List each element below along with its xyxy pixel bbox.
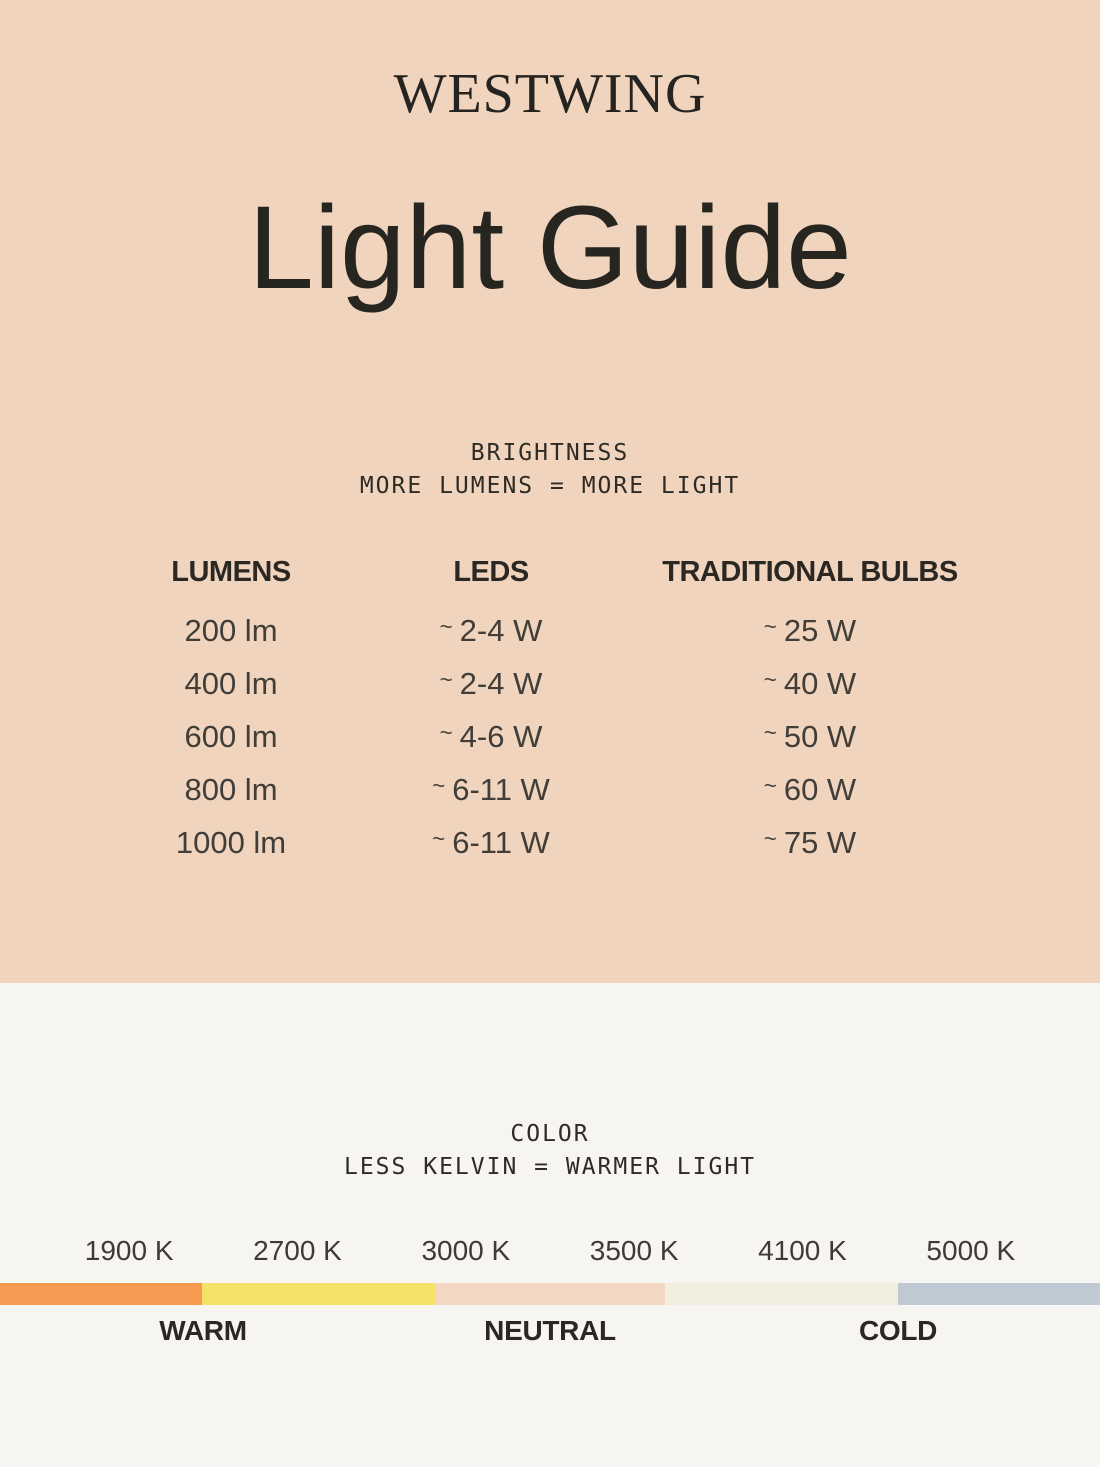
bulbs-value-text: 50 W [783,718,857,754]
leds-value-text: 2-4 W [459,665,543,701]
kelvin-label: 3000 K [421,1235,511,1266]
bulbs-value [630,613,990,649]
brightness-table [110,552,990,869]
approx-tilde: ~ [439,666,453,692]
column-header-traditional-bulbs: TRADITIONAL BULBS [662,555,958,588]
leds-value-text: 6-11 W [452,824,550,860]
leds-value-text: 6-11 W [452,771,550,807]
color-intro [0,1118,1100,1184]
scale-segment-neutral-peach [436,1283,666,1305]
bulbs-value-text: 75 W [783,824,857,860]
color-section [0,983,1100,1467]
leds-value [352,719,630,755]
scale-segment-cold-blue [898,1283,1100,1305]
approx-tilde: ~ [763,613,777,639]
lumens-value: 200 lm [184,612,278,648]
brightness-subheading: MORE LUMENS = MORE LIGHT [359,473,741,499]
temperature-label-warm: WARM [159,1315,247,1346]
scale-segment-warm-yellow [202,1283,435,1305]
color-temperature-scale [0,1283,1100,1305]
kelvin-label: 5000 K [926,1235,1016,1266]
temperature-label-neutral: NEUTRAL [484,1315,616,1346]
scale-segment-neutral-cream [665,1283,897,1305]
lumens-value: 600 lm [184,718,278,754]
bulbs-value [630,666,990,702]
kelvin-labels-row [0,1235,1100,1267]
table-row [110,763,990,816]
temperature-labels-row [0,1315,1100,1349]
page-title: Light Guide [248,182,852,314]
kelvin-label: 1900 K [84,1235,174,1266]
bulbs-value-text: 25 W [783,612,857,648]
kelvin-label: 3500 K [589,1235,679,1266]
lumens-value: 400 lm [184,665,278,701]
scale-segment-warm-orange [0,1283,202,1305]
leds-value [352,613,630,649]
table-row [110,657,990,710]
leds-value [352,772,630,808]
leds-value-text: 4-6 W [459,718,543,754]
approx-tilde: ~ [439,613,453,639]
approx-tilde: ~ [763,719,777,745]
table-row [110,604,990,657]
table-row [110,710,990,763]
approx-tilde: ~ [439,719,453,745]
kelvin-label: 2700 K [253,1235,342,1266]
lumens-value: 800 lm [184,771,278,807]
leds-value [352,825,630,861]
approx-tilde: ~ [432,772,446,798]
approx-tilde: ~ [763,666,777,692]
bulbs-value [630,825,990,861]
table-header-row [110,552,990,592]
column-header-lumens: LUMENS [171,555,291,588]
approx-tilde: ~ [432,825,446,851]
approx-tilde: ~ [763,825,777,851]
color-heading: COLOR [510,1121,590,1147]
table-row [110,816,990,869]
brightness-intro [0,437,1100,503]
bulbs-value-text: 60 W [783,771,857,807]
leds-value-text: 2-4 W [459,612,543,648]
bulbs-value [630,772,990,808]
brightness-heading: BRIGHTNESS [470,440,630,466]
column-header-leds: LEDS [453,555,529,588]
brand-logo: WESTWING [393,63,707,125]
color-subheading: LESS KELVIN = WARMER LIGHT [343,1154,757,1180]
temperature-label-cold: COLD [858,1315,938,1346]
leds-value [352,666,630,702]
approx-tilde: ~ [763,772,777,798]
bulbs-value [630,719,990,755]
kelvin-label: 4100 K [758,1235,847,1266]
lumens-value: 1000 lm [175,824,287,860]
bulbs-value-text: 40 W [783,665,857,701]
